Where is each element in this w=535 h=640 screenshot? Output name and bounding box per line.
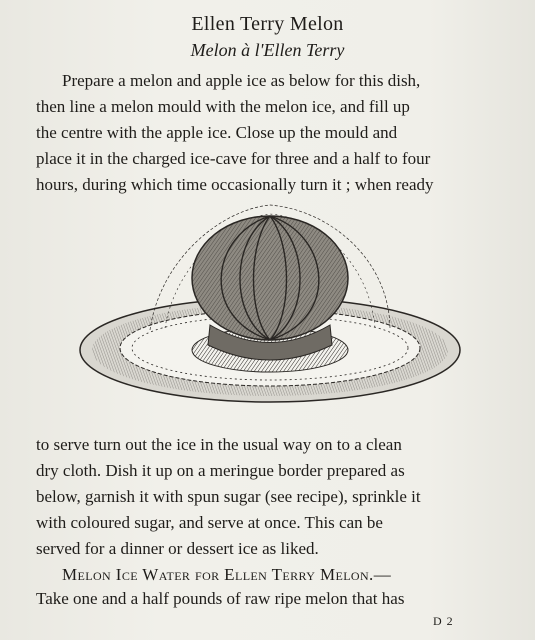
paragraph-2-line: with coloured sugar, and serve at once. This can be xyxy=(36,513,383,532)
paragraph-1-line: place it in the charged ice-cave for three and a half to four xyxy=(36,149,431,168)
paragraph-1-line: then line a melon mould with the melon ice, and fill up xyxy=(36,97,410,116)
paragraph-3-line: Take one and a half pounds of raw ripe melon that has xyxy=(36,589,405,608)
page-folio: D 2 xyxy=(433,614,454,628)
paragraph-1-line: hours, during which time occasionally turn it ; when ready xyxy=(36,175,434,194)
paragraph-2-line: served for a dinner or dessert ice as liked. xyxy=(36,539,319,558)
paragraph-1-line: the centre with the apple ice. Close up the mould and xyxy=(36,123,398,142)
recipe-title: Ellen Terry Melon xyxy=(191,13,344,35)
paragraph-1-line: Prepare a melon and apple ice as below for this dish, xyxy=(62,71,421,90)
paragraph-2-line: below, garnish it with spun sugar (see recipe), sprinkle it xyxy=(36,487,421,506)
paragraph-2-line: dry cloth. Dish it up on a meringue border prepared as xyxy=(36,461,405,480)
melon-illustration xyxy=(70,200,470,425)
subrecipe-heading: Melon Ice Water for Ellen Terry Melon.— xyxy=(62,565,392,584)
paragraph-2-line: to serve turn out the ice in the usual way on to a clean xyxy=(36,435,402,454)
recipe-subtitle: Melon à l'Ellen Terry xyxy=(190,40,345,60)
